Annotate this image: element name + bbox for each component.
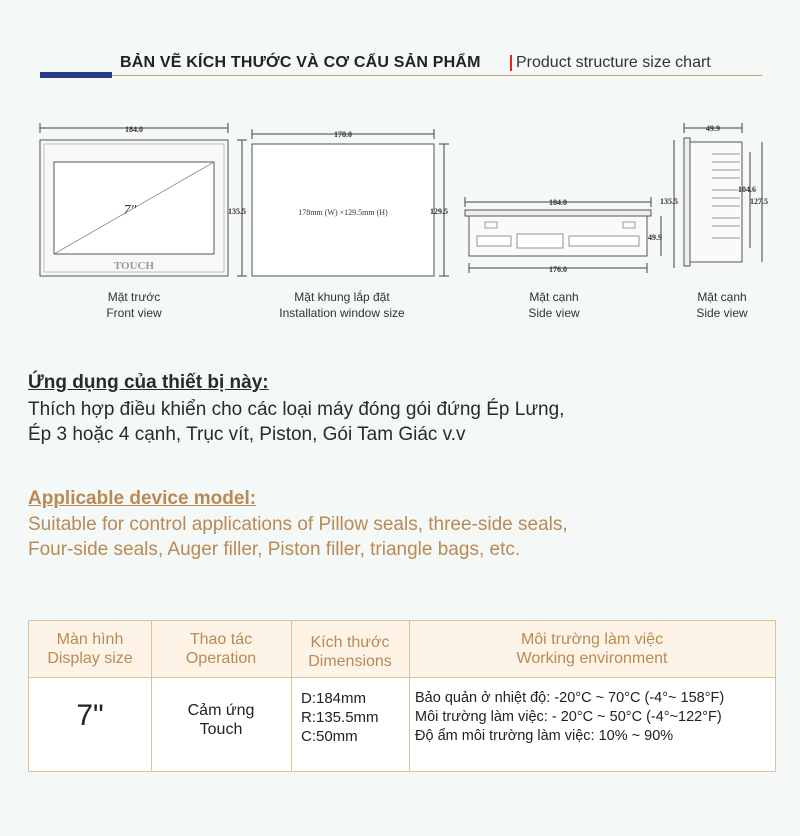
header-title-vi: BẢN VẼ KÍCH THƯỚC VÀ CƠ CẤU SẢN PHẨM (120, 54, 481, 71)
front-brand: TOUCH (113, 260, 155, 272)
front-view-label-en: Front view (106, 306, 162, 320)
install-view-label-vi: Mặt khung lắp đặt (294, 290, 390, 304)
install-width-dim: 178.0 (334, 130, 352, 139)
side-right-left-dim: 135.5 (660, 197, 678, 206)
header-dimensions: Kích thước Dimensions (308, 634, 392, 670)
header-title-en: Product structure size chart (516, 54, 711, 71)
side-view-bottom-label (474, 289, 634, 321)
front-view-label (54, 289, 214, 321)
side-view-bottom-drawing (455, 188, 675, 283)
usage-line-2: Ép 3 hoặc 4 cạnh, Trục vít, Piston, Gói Tam Giác v.v (28, 424, 466, 445)
side-view-right-label-vi: Mặt cạnh (697, 290, 747, 304)
cell-display-size: 7" (76, 699, 104, 732)
front-view-drawing (28, 118, 258, 288)
front-screen-size: 7" (123, 203, 137, 218)
side-view-bottom-label-vi: Mặt cạnh (529, 290, 579, 304)
install-center-text: 178mm (W) ×129.5mm (H) (298, 208, 388, 217)
cell-working-environment: Bảo quản ở nhiệt độ: -20°C ~ 70°C (-4°~ 158°F) Môi trường làm việc: - 20°C ~ 50°C (-4°~122°F) Độ ẩm môi trường làm việc: 10% ~ 90% (415, 690, 725, 744)
side-right-top-dim: 49.9 (706, 124, 720, 133)
side-view-bottom-label-en: Side view (528, 306, 580, 320)
installation-window-drawing (240, 118, 460, 288)
header-separator (510, 55, 512, 71)
applicable-line-2: Four-side seals, Auger filler, Piston filler, triangle bags, etc. (28, 539, 521, 560)
header-divider (112, 75, 762, 76)
applicable-title: Applicable device model: (28, 488, 257, 509)
header-display-size: Màn hình Display size (47, 631, 133, 667)
install-view-label-en: Installation window size (279, 306, 405, 320)
header-working-environment: Môi trường làm việc Working environment (516, 631, 668, 667)
header-operation: Thao tác Operation (185, 631, 257, 667)
install-height-dim: 129.5 (430, 207, 448, 216)
side-view-right-drawing (660, 118, 780, 288)
spec-table (28, 620, 776, 772)
cell-dimensions: D:184mm R:135.5mm C:50mm (301, 690, 379, 745)
side-view-right-label-en: Side view (696, 306, 748, 320)
side-right-inner-dim: 104.6 (738, 185, 756, 194)
install-view-label (262, 289, 422, 321)
front-height-dim: 135.5 (228, 207, 246, 216)
cell-operation: Cảm ứng Touch (187, 702, 255, 738)
usage-line-1: Thích hợp điều khiển cho các loại máy đóng gói đứng Ép Lưng, (28, 399, 565, 420)
front-width-dim: 184.0 (125, 125, 143, 134)
side-bottom-top-dim: 184.0 (549, 198, 567, 207)
side-right-outer-dim: 127.5 (750, 197, 768, 206)
header-accent-bar (40, 72, 112, 78)
front-view-label-vi: Mặt trước (107, 290, 161, 304)
usage-title: Ứng dụng của thiết bị này: (28, 372, 269, 393)
applicable-line-1: Suitable for control applications of Pillow seals, three-side seals, (28, 514, 568, 535)
side-view-right-label (642, 289, 800, 321)
side-bottom-depth-dim: 49.9 (648, 233, 662, 242)
side-bottom-bottom-dim: 176.0 (549, 265, 567, 274)
